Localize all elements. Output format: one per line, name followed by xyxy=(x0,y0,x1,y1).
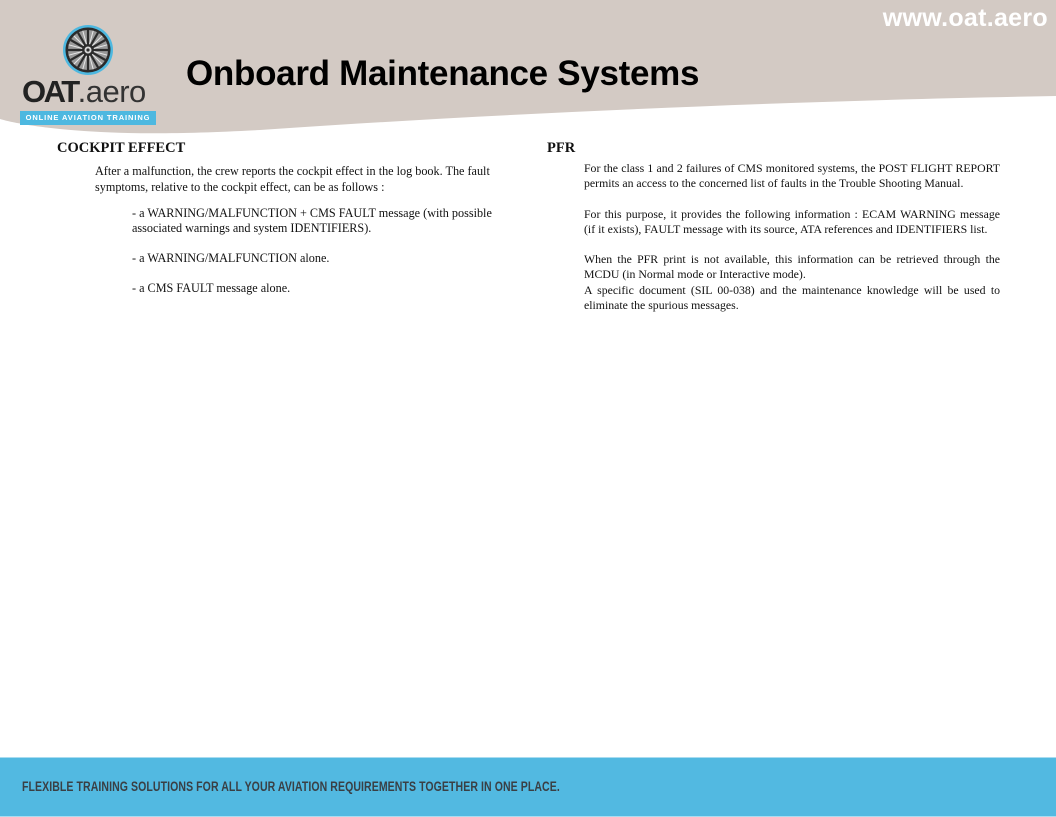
cockpit-effect-section xyxy=(57,139,517,311)
footer-tagline: FLEXIBLE TRAINING SOLUTIONS FOR ALL YOUR AVIATION REQUIREMENTS TOGETHER IN ONE PLACE. xyxy=(22,779,560,794)
fault-symptom-item: - a CMS FAULT message alone. xyxy=(132,281,291,295)
fault-symptom-item: - a WARNING/MALFUNCTION alone. xyxy=(132,251,330,265)
page-title: Onboard Maintenance Systems xyxy=(186,54,700,93)
logo-wordmark xyxy=(22,74,146,110)
jet-engine-icon xyxy=(62,24,114,76)
logo-wordmark-bold: OAT xyxy=(22,74,78,109)
logo-tagline: ONLINE AVIATION TRAINING xyxy=(20,111,156,125)
cockpit-effect-heading: COCKPIT EFFECT xyxy=(57,140,186,156)
pfr-body xyxy=(584,161,1000,313)
fault-symptom-list xyxy=(132,206,494,296)
cockpit-effect-intro: After a malfunction, the crew reports the cockpit effect in the log book. The fault symptoms, relative to the cockpit effect, can be as follows : xyxy=(95,164,490,194)
pfr-paragraph: For the class 1 and 2 failures of CMS monitored systems, the POST FLIGHT REPORT permits an access to the concerned list of faults in the Trouble Shooting Manual. xyxy=(584,161,1000,191)
pfr-paragraph: A specific document (SIL 00-038) and the maintenance knowledge will be used to eliminate the spurious messages. xyxy=(584,282,1000,313)
site-url[interactable]: www.oat.aero xyxy=(882,4,1048,32)
pfr-section xyxy=(547,139,1002,313)
fault-symptom-item: - a WARNING/MALFUNCTION + CMS FAULT message (with possible associated warnings and system IDENTIFIERS). xyxy=(132,206,492,235)
logo-wordmark-light: .aero xyxy=(77,74,146,109)
pfr-paragraph: For this purpose, it provides the following information : ECAM WARNING message (if it exists), FAULT message with its source, ATA references and IDENTIFIERS list. xyxy=(584,206,1000,236)
oat-logo[interactable] xyxy=(20,24,158,126)
footer-band xyxy=(0,757,1056,817)
pfr-paragraph: When the PFR print is not available, this information can be retrieved through the MCDU (in Normal mode or Interactive mode). xyxy=(584,252,1000,282)
pfr-heading: PFR xyxy=(547,140,576,156)
